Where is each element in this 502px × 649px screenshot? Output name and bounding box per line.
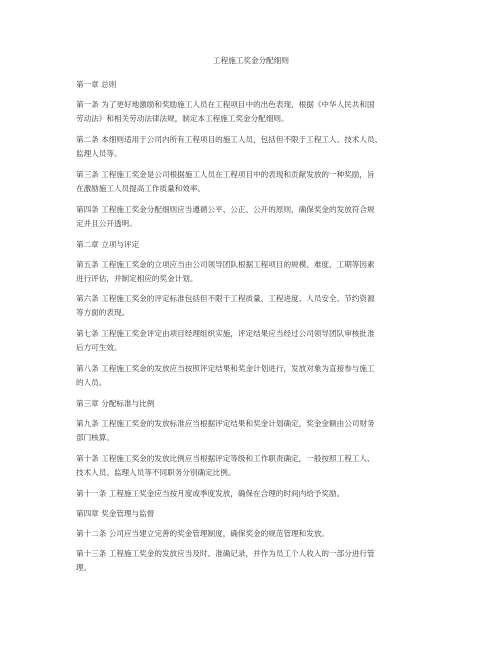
paragraph bbox=[76, 327, 436, 355]
paragraph bbox=[76, 507, 436, 521]
paragraph-line: 第六条 工程施工奖金的评定标准包括但不限于工程质量、工程进度、人员安全、节约资源 bbox=[76, 294, 375, 303]
document-title: 工程施工奖金分配细则 bbox=[213, 56, 289, 65]
paragraph-line: 第十一条 工程施工奖金应当按月度或季度发放，确保在合理的时间内给予奖励。 bbox=[76, 489, 345, 498]
paragraph-line: 第三章 分配标准与比例 bbox=[76, 399, 155, 408]
paragraph-line: 理。 bbox=[76, 563, 92, 572]
paragraph bbox=[76, 238, 436, 252]
paragraph bbox=[76, 547, 436, 575]
paragraph bbox=[76, 452, 436, 480]
paragraph-line: 监理人员等。 bbox=[76, 149, 122, 158]
paragraph bbox=[76, 292, 436, 320]
paragraph bbox=[76, 168, 436, 196]
paragraph bbox=[76, 203, 436, 231]
paragraph-line: 第三条 工程施工奖金是公司根据施工人员在工程项目中的表现和贡献发放的一种奖励，旨 bbox=[76, 170, 375, 179]
paragraph-line: 第二章 立项与评定 bbox=[76, 240, 140, 249]
paragraph-line: 的人员。 bbox=[76, 378, 107, 387]
paragraph-line: 第一条 为了更好地激励和奖励施工人员在工程项目中的出色表现，根据《中华人民共和国 bbox=[76, 100, 375, 109]
paragraph bbox=[76, 258, 436, 286]
paragraph-line: 部门核算。 bbox=[76, 433, 114, 442]
paragraph-line: 第十条 工程施工奖金的发放比例应当根据评定等级和工作职责确定，一般按照工程工人、 bbox=[76, 454, 375, 463]
paragraph bbox=[76, 78, 436, 92]
paragraph-line: 技术人员、监理人员等不同职务分别确定比例。 bbox=[76, 468, 236, 477]
paragraph bbox=[76, 98, 436, 126]
paragraph bbox=[76, 362, 436, 390]
paragraph-line: 第二条 本细则适用于公司内所有工程项目的施工人员，包括但不限于工程工人、技术人员、 bbox=[76, 135, 383, 144]
paragraph-line: 第八条 工程施工奖金的发放应当按照评定结果和奖金计划进行，发放对象为直接参与施工 bbox=[76, 364, 375, 373]
paragraph-line: 在激励施工人员提高工作质量和效率。 bbox=[76, 184, 206, 193]
paragraph-line: 第九条 工程施工奖金的发放标准应当根据评定结果和奖金计划确定，奖金金额由公司财务 bbox=[76, 419, 375, 428]
paragraph bbox=[76, 397, 436, 411]
paragraph bbox=[76, 487, 436, 501]
paragraph-line: 第五条 工程施工奖金的立项应当由公司领导团队根据工程项目的规模、难度、工期等因素 bbox=[76, 260, 375, 269]
paragraph-line: 定并且公开透明。 bbox=[76, 219, 137, 228]
paragraph-line: 第七条 工程施工奖金评定由项目经理组织实施，评定结果应当经过公司领导团队审核批准 bbox=[76, 329, 375, 338]
paragraph-line: 第十三条 工程施工奖金的发放应当及时、准确记录，并作为员工个人收入的一部分进行管 bbox=[76, 549, 375, 558]
paragraph-line: 进行评估，并制定相应的奖金计划。 bbox=[76, 274, 198, 283]
paragraph bbox=[76, 417, 436, 445]
paragraph-line: 第四条 工程施工奖金分配细则应当遵循公平、公正、公开的原则，确保奖金的发放符合规 bbox=[76, 205, 375, 214]
paragraph-line: 第一章 总则 bbox=[76, 80, 117, 89]
paragraph-line: 劳动法》和相关劳动法律法规，制定本工程施工奖金分配细则。 bbox=[76, 114, 289, 123]
paragraph-line: 等方面的表现。 bbox=[76, 308, 130, 317]
paragraph bbox=[76, 133, 436, 161]
paragraph bbox=[76, 527, 436, 541]
paragraph-line: 第十二条 公司应当建立完善的奖金管理制度，确保奖金的规范管理和发放。 bbox=[76, 529, 330, 538]
paragraph-line: 后方可生效。 bbox=[76, 343, 122, 352]
paragraph-line: 第四章 奖金管理与监督 bbox=[76, 509, 155, 518]
